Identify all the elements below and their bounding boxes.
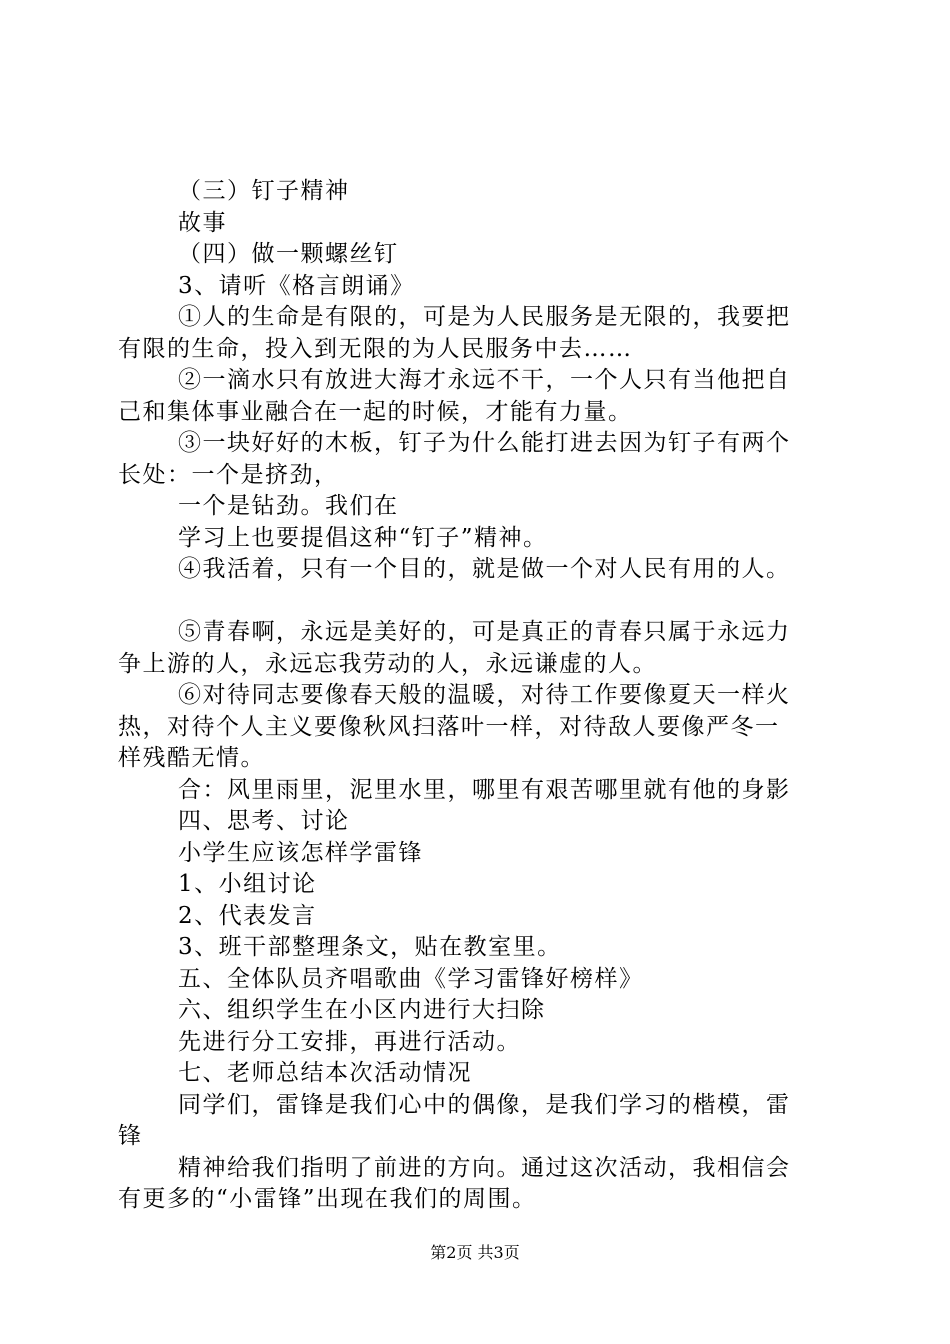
text-line: （三）钉子精神	[178, 178, 350, 204]
text-line: 一个是钻劲。我们在	[178, 493, 399, 519]
text-line: 己和集体事业融合在一起的时候，才能有力量。	[118, 399, 633, 425]
text-line: 先进行分工安排，再进行活动。	[178, 1029, 521, 1055]
text-line: 有限的生命，投入到无限的为人民服务中去……	[118, 336, 633, 362]
text-line: 五、全体队员齐唱歌曲《学习雷锋好榜样》	[178, 966, 644, 992]
text-line: ④我活着，只有一个目的，就是做一个对人民有用的人。	[178, 556, 791, 582]
text-line: 长处：一个是挤劲，	[118, 462, 339, 488]
text-line: 争上游的人，永远忘我劳动的人，永远谦虚的人。	[118, 651, 657, 677]
text-line: 1、小组讨论	[178, 871, 317, 897]
text-line: 热，对待个人主义要像秋风扫落叶一样，对待敌人要像严冬一	[118, 714, 780, 740]
text-line: ②一滴水只有放进大海才永远不干，一个人只有当他把自	[178, 367, 791, 393]
text-line: ⑥对待同志要像春天般的温暖，对待工作要像夏天一样火	[178, 682, 791, 708]
text-line: 学习上也要提倡这种“钉子”精神。	[178, 525, 548, 551]
text-line: ①人的生命是有限的，可是为人民服务是无限的，我要把	[178, 304, 791, 330]
text-line: 精神给我们指明了前进的方向。通过这次活动，我相信会	[178, 1155, 791, 1181]
text-line: 有更多的“小雷锋”出现在我们的周围。	[118, 1186, 537, 1212]
text-line: 同学们，雷锋是我们心中的偶像，是我们学习的楷模，雷	[178, 1092, 791, 1118]
text-line: （四）做一颗螺丝钉	[178, 241, 399, 267]
text-line: 3、班干部整理条文，贴在教室里。	[178, 934, 562, 960]
text-line: 3、请听《格言朗诵》	[178, 273, 415, 299]
page-footer: 第2页 共3页	[430, 1243, 520, 1262]
text-line: 故事	[178, 210, 227, 236]
text-line: ⑤青春啊，永远是美好的，可是真正的青春只属于永远力	[178, 619, 791, 645]
text-line: 合：风里雨里，泥里水里，哪里有艰苦哪里就有他的身影	[178, 777, 791, 803]
text-line: 小学生应该怎样学雷锋	[178, 840, 423, 866]
text-line: ③一块好好的木板，钉子为什么能打进去因为钉子有两个	[178, 430, 791, 456]
text-line: 2、代表发言	[178, 903, 317, 929]
text-line: 六、组织学生在小区内进行大扫除	[178, 997, 546, 1023]
text-line: 锋	[118, 1123, 143, 1149]
text-line: 四、思考、讨论	[178, 808, 350, 834]
text-line: 样残酷无情。	[118, 745, 265, 771]
text-line: 七、老师总结本次活动情况	[178, 1060, 472, 1086]
